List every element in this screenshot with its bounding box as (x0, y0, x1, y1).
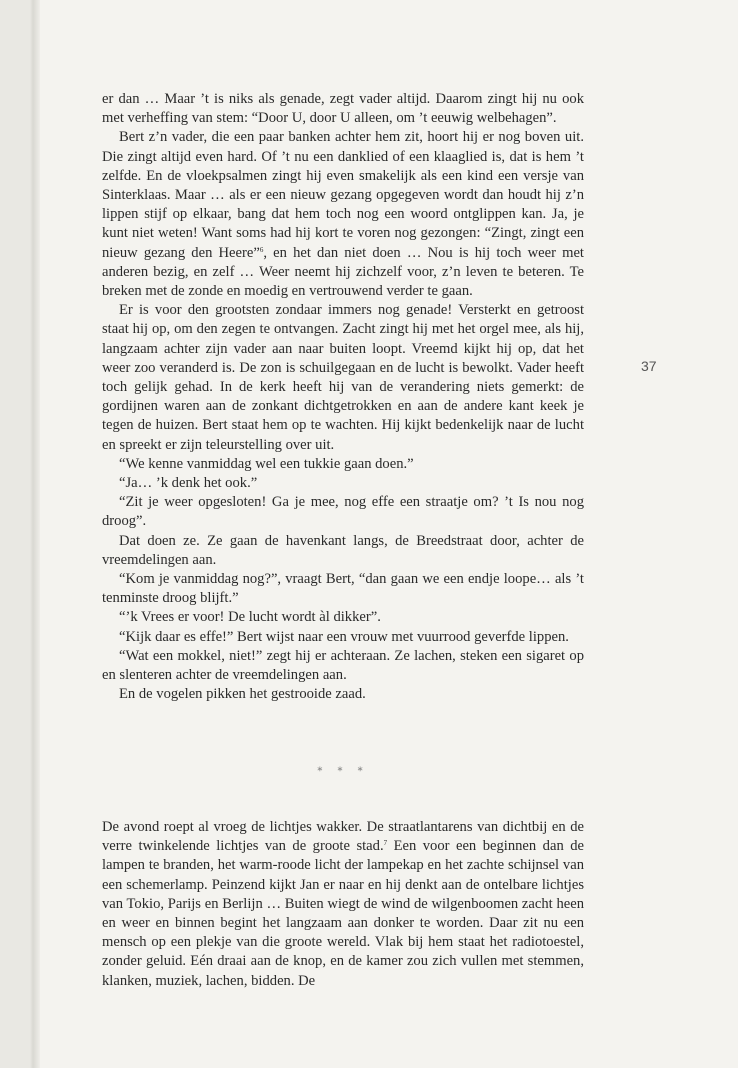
paragraph-text: De avond roept al vroeg de lichtjes wakker. De straatlantarens van dichtbij en de verre twinkelende lichtjes van de groote stad. (102, 819, 584, 855)
paragraph-text: “We kenne vanmiddag wel een tukkie gaan doen.” (119, 455, 414, 472)
paragraph (102, 455, 584, 474)
paragraph-text-continued: , en het dan niet doen … Nou is hij toch weer met anderen bezig, en zelf … Weer neemt hij zichzelf voor, z’n leven te beteren. Te breken met de zonde en moedig en vertrouwend verder te gaan. (102, 244, 584, 300)
section-2-text (102, 818, 584, 991)
paragraph (102, 570, 584, 608)
paragraph-text: Bert z’n vader, die een paar banken achter hem zit, hoort hij er nog boven uit. Die zingt altijd even hard. Of ’t nu een danklied of een klaaglied is, dat is hem ’t zelfde. En de vloekpsalmen zingt hij even smakelijk als een kind een versje van Sinterklaas. Maar … als er een nieuw gezang opgegeven wordt dan houdt hij z’n lippen stijf op elkaar, bang dat hem toch nog een woord ontglippen kan. Ja, je kunt niet weten! Want soms had hij kort te voren nog gezongen: “Zingt, zingt een nieuw gezang den Heere” (102, 129, 584, 261)
paragraph-text: er dan … Maar ’t is niks als genade, zegt vader altijd. Daarom zingt hij nu ook met verheffing van stem: “Door U, door U alleen, om ’t eeuwig welbehagen”. (102, 91, 584, 127)
paragraph-text: “Zit je weer opgesloten! Ga je mee, nog effe een straatje om? ’t Is nou nog droog”. (102, 494, 584, 530)
footnote-marker: 7 (383, 839, 388, 848)
paragraph (102, 647, 584, 685)
paragraph-text: “’k Vrees er voor! De lucht wordt àl dikker”. (119, 609, 381, 626)
section-1-text (102, 90, 584, 705)
paragraph-text: “Ja… ’k denk het ook.” (119, 475, 258, 492)
paragraph-text: “Kom je vanmiddag nog?”, vraagt Bert, “dan gaan we een endje loope… als ’t tenminste droog blijft.” (102, 571, 584, 607)
paragraph-text: “Kijk daar es effe!” Bert wijst naar een vrouw met vuurrood geverfde lippen. (119, 628, 569, 645)
page-number: 37 (641, 358, 657, 374)
paragraph (102, 493, 584, 531)
paragraph (102, 90, 584, 128)
paragraph (102, 301, 584, 455)
paragraph-text: “Wat een mokkel, niet!” zegt hij er achteraan. Ze lachen, steken een sigaret op en slenteren achter de vreemdelingen aan. (102, 647, 584, 684)
footnote-marker: 6 (259, 245, 264, 254)
section-break: * * * (317, 766, 369, 777)
paragraph (102, 608, 584, 627)
paragraph-text: En de vogelen pikken het gestrooide zaad. (119, 686, 366, 703)
paragraph (102, 474, 584, 493)
paragraph-text-continued: Een voor een beginnen dan de lampen te branden, het warm-roode licht der lampekap en het zachte schijnsel van een schemerlamp. Peinzend kijkt Jan er naar en hij denkt aan de ontelbare lichtjes van Tokio, Parijs en Berlijn … Buiten wiegt de wind de wilgenboomen zacht heen en weer en binnen begint het langzaam aan donker te worden. Daar zit nu een mensch op een plekje van die groote wereld. Vlak bij hem staat het radiotoestel, zonder geluid. Eén draai aan de knop, en de kamer zou zich vullen met stemmen, klanken, muziek, lachen, bidden. De (102, 838, 585, 989)
paragraph (102, 532, 584, 570)
paragraph-text: Dat doen ze. Ze gaan de havenkant langs, de Breedstraat door, achter de vreemdelingen aan. (102, 532, 584, 568)
paragraph (102, 685, 584, 704)
paragraph (102, 818, 584, 991)
paragraph (102, 128, 584, 301)
paragraph (102, 628, 584, 647)
paragraph-text: Er is voor den grootsten zondaar immers nog genade! Versterkt en getroost staat hij op, om den zegen te ontvangen. Zacht zingt hij met het orgel mee, als hij, langzaam achter zijn vader aan naar buiten loopt. Vreemd kijkt hij op, dat het weer zoo veranderd is. De zon is schuilgegaan en de lucht is bewolkt. Vader heeft toch gelijk gehad. In de kerk heeft hij van de verandering niets gemerkt: de gordijnen waren aan de zonkant dichtgetrokken en aan de andere kant keek je tegen de huizen. Bert staat hem op te wachten. Hij kijkt bedenkelijk naar de lucht en spreekt er zijn teleurstelling over uit. (102, 302, 584, 453)
page-gutter (0, 0, 40, 1068)
